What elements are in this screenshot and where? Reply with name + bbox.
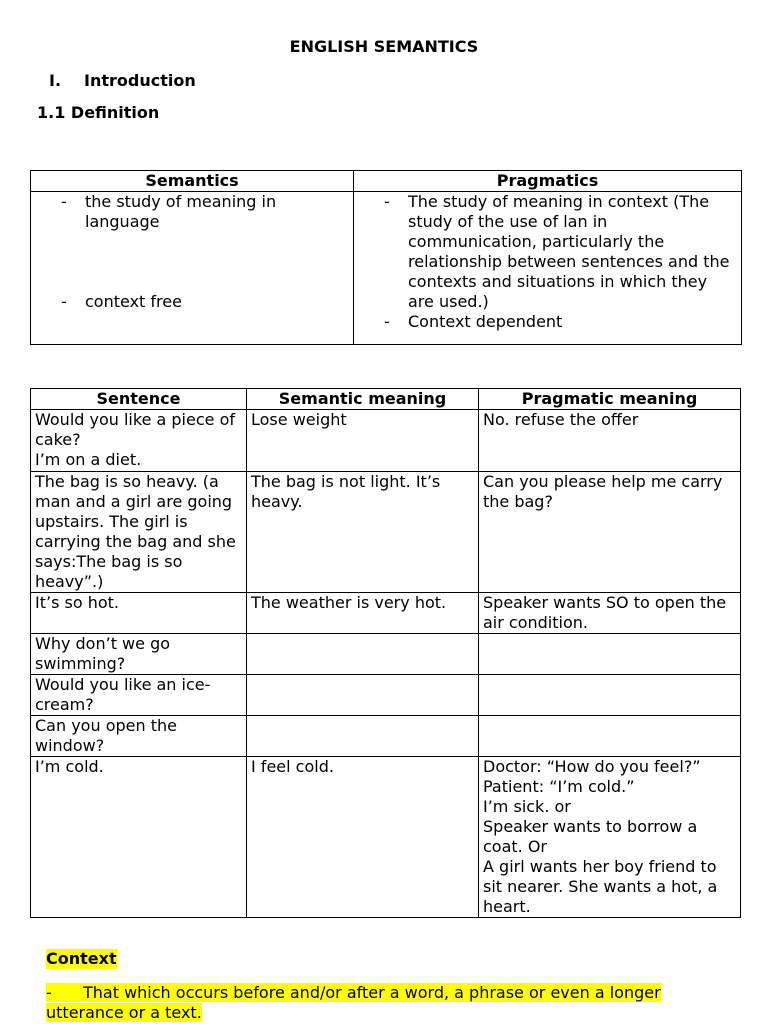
list-item [35,192,349,232]
list-item [358,312,737,332]
sentence-text: Why don’t we go swimming? [35,634,171,673]
sentence-text: It’s so hot. [35,593,119,612]
list-item-text: Context dependent [408,312,563,331]
list-item-text: The study of meaning in context (The study of the use of lan in communication, particularly the relationship between sentences and the contexts and situations in which they are used.) [408,192,730,311]
sentence-text: I’m on a diet. [35,450,142,469]
sentence-cell [31,634,247,675]
sentence-text: I’m cold. [35,757,104,776]
pragmatic-cell [479,634,741,675]
context-definition [46,983,736,1023]
pragmatic-text: Speaker wants SO to open the air condition. [483,593,727,632]
header-semantics: Semantics [31,171,354,192]
pragmatics-cell [354,192,742,345]
bullet-dash: - [61,292,67,311]
section-heading-introduction [49,71,196,91]
sentence-text: The bag is so heavy. (a man and a girl are going upstairs. The girl is carrying the bag and she says:The bag is so heavy”.) [35,472,236,591]
sentence-text: Would you like an ice-cream? [35,675,211,714]
list-item [358,192,737,312]
pragmatic-text: A girl wants her boy friend to sit nearer. She wants a hot, a heart. [483,857,718,916]
semantic-cell: I feel cold. [247,757,479,918]
semantics-pragmatics-table [30,170,742,345]
document-title: ENGLISH SEMANTICS [289,37,479,56]
bullet-dash: - [384,192,390,211]
list-item-text: context free [85,292,182,311]
semantic-cell [247,634,479,675]
pragmatic-cell [479,593,741,634]
sentence-cell [31,757,247,918]
sentence-text: Would you like a piece of cake? [35,410,235,449]
semantic-cell [247,675,479,716]
list-item-text: the study of meaning in language [85,192,277,231]
pragmatic-cell [479,410,741,472]
pragmatic-cell [479,716,741,757]
table-row [31,472,741,593]
pragmatic-text: Doctor: “How do you feel?” [483,757,701,776]
table-row [31,593,741,634]
bullet-dash: - [61,192,67,211]
semantic-cell: Lose weight [247,410,479,472]
header-pragmatic-meaning: Pragmatic meaning [479,389,741,410]
table-row [31,634,741,675]
sentence-cell [31,410,247,472]
header-pragmatics: Pragmatics [354,171,742,192]
pragmatic-text: No. refuse the offer [483,410,639,429]
meaning-comparison-table [30,388,741,918]
semantics-cell [31,192,354,345]
semantic-cell: The bag is not light. It’s heavy. [247,472,479,593]
sentence-cell [31,593,247,634]
sentence-text: Can you open the window? [35,716,177,755]
sentence-cell [31,716,247,757]
table-row [31,716,741,757]
pragmatic-cell [479,675,741,716]
header-semantic-meaning: Semantic meaning [247,389,479,410]
pragmatic-cell [479,757,741,918]
section-label: Introduction [84,71,196,90]
header-sentence: Sentence [31,389,247,410]
section-number: I. [49,71,62,90]
table-row [31,410,741,472]
semantic-cell [247,716,479,757]
sentence-cell [31,472,247,593]
bullet-dash: - [46,983,52,1002]
sentence-cell [31,675,247,716]
pragmatic-cell [479,472,741,593]
bullet-dash: - [384,312,390,331]
pragmatic-text: I’m sick. or [483,797,571,816]
context-heading: Context [46,949,117,968]
pragmatic-text: Patient: “I’m cold.” [483,777,635,796]
pragmatic-text: Can you please help me carry the bag? [483,472,723,511]
list-item [35,292,349,312]
semantic-cell: The weather is very hot. [247,593,479,634]
context-definition-text: That which occurs before and/or after a word, a phrase or even a longer utterance or a text. [46,983,661,1022]
table-row [31,675,741,716]
table-row [31,757,741,918]
pragmatic-text: Speaker wants to borrow a coat. Or [483,817,698,856]
subsection-heading-definition: 1.1 Definition [37,103,160,122]
